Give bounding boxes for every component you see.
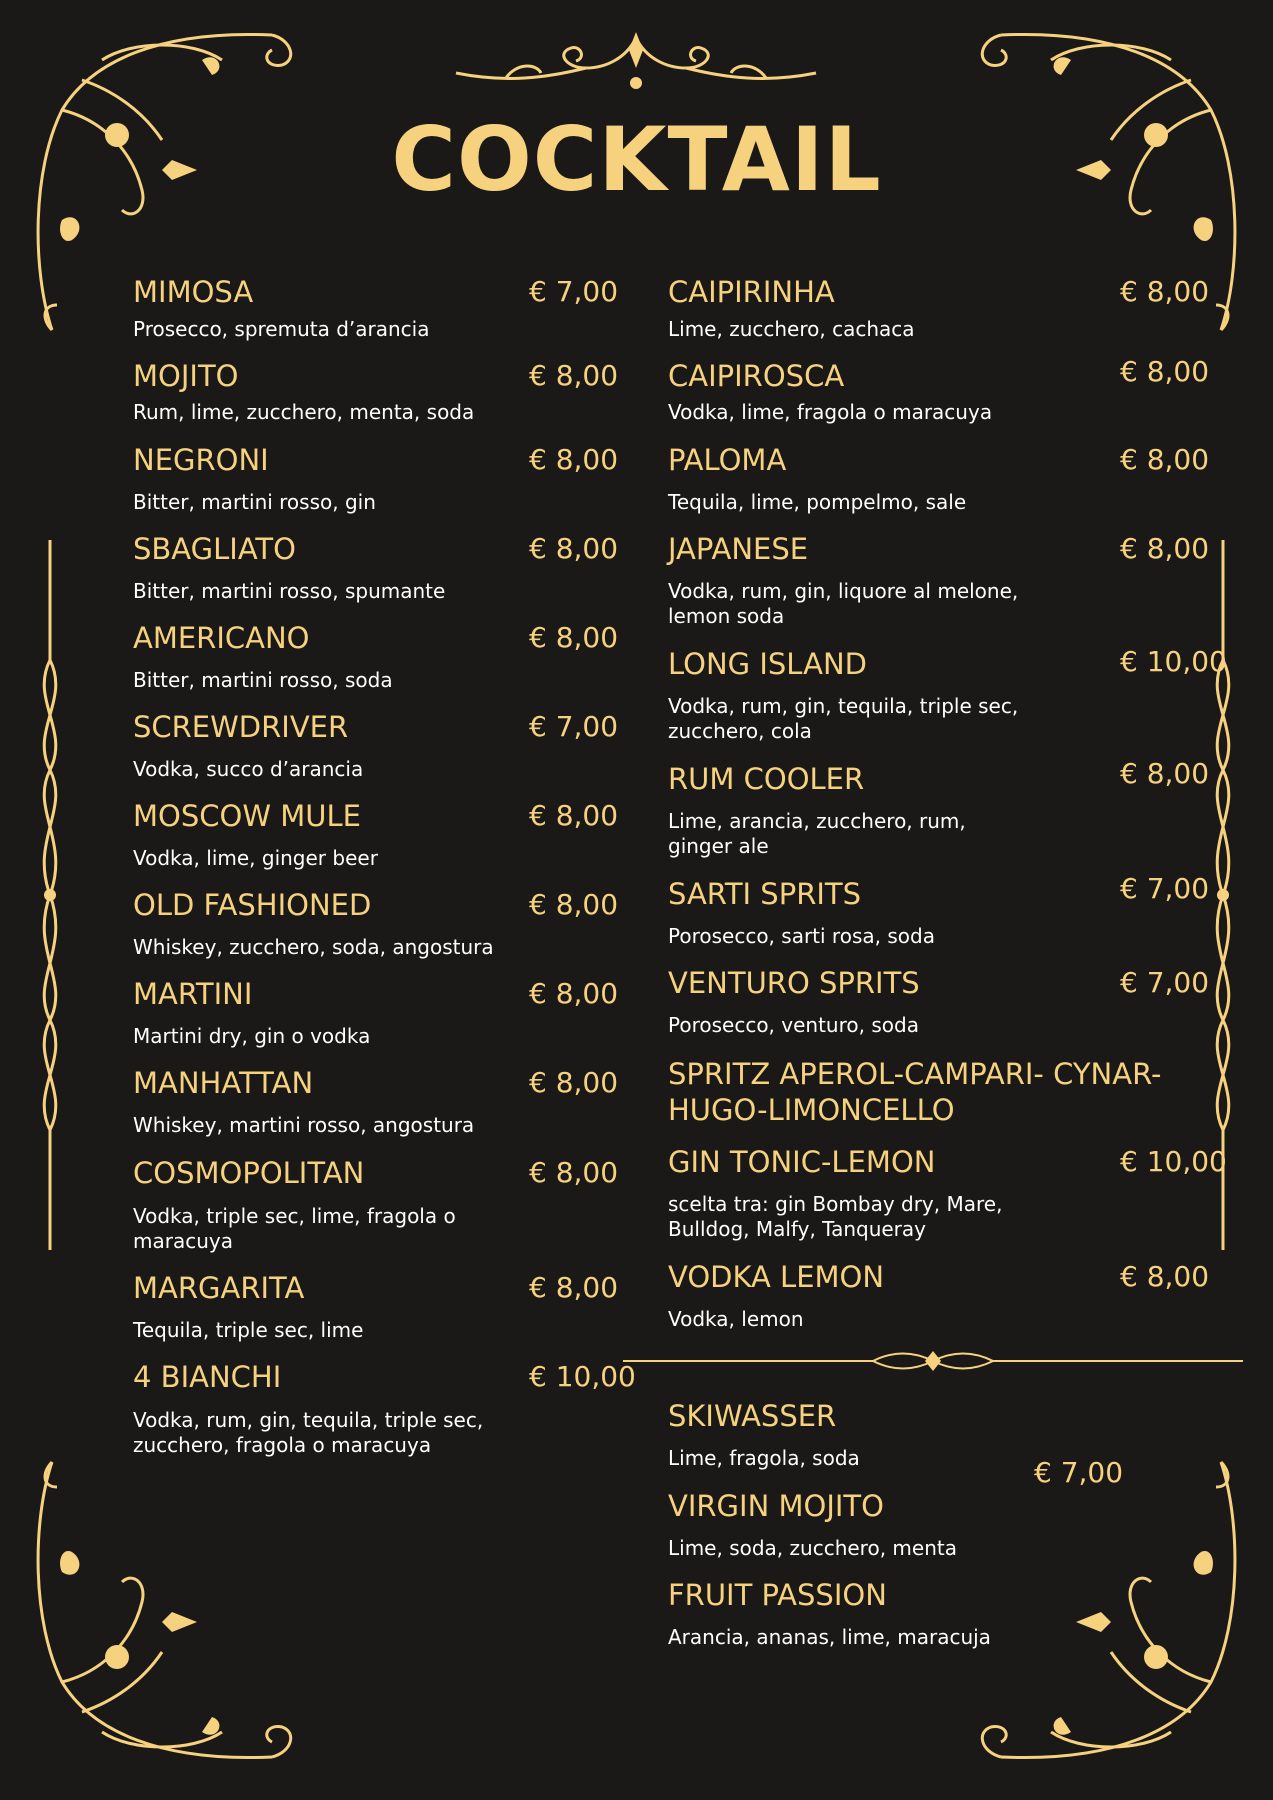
item-price: € 10,00 [1120, 1145, 1227, 1178]
item-name: SKIWASSER [668, 1399, 837, 1433]
item-name: JAPANESE [668, 532, 809, 566]
item-description: Vodka, lime, fragola o maracuya [668, 400, 993, 424]
item-description: Vodka, lemon [668, 1307, 804, 1331]
item-description: Lime, arancia, zucchero, rum, ginger ale [668, 809, 966, 858]
item-description: Tequila, triple sec, lime [133, 1318, 364, 1342]
item-price: € 8,00 [1120, 532, 1210, 565]
corner-ornament-bottom-right-icon [931, 1452, 1251, 1772]
item-description: Porosecco, sarti rosa, soda [668, 924, 935, 948]
item-description: Porosecco, venturo, soda [668, 1013, 919, 1037]
item-name: SPRITZ APEROL-CAMPARI- CYNAR-HUGO-LIMONCELLO [668, 1057, 1162, 1127]
item-description: Vodka, lime, ginger beer [133, 846, 378, 870]
item-description: scelta tra: gin Bombay dry, Mare, Bulldog, Malfy, Tanqueray [668, 1192, 1003, 1241]
item-description: Tequila, lime, pompelmo, sale [668, 490, 967, 514]
item-price: € 8,00 [529, 532, 619, 565]
item-name: COSMOPOLITAN [133, 1156, 365, 1190]
divider-ornament-icon [623, 1346, 1243, 1376]
item-price: € 8,00 [529, 1066, 619, 1099]
corner-ornament-bottom-left-icon [22, 1452, 342, 1772]
item-price: € 8,00 [529, 621, 619, 654]
item-description: Vodka, succo d’arancia [133, 757, 364, 781]
analcolici-price: € 7,00 [1034, 1456, 1124, 1489]
item-name: OLD FASHIONED [133, 888, 372, 922]
item-description: Lime, fragola, soda [668, 1446, 860, 1470]
item-price: € 7,00 [1120, 872, 1210, 905]
item-name: AMERICANO [133, 621, 310, 655]
top-ornament-icon [446, 28, 826, 98]
item-price: € 8,00 [529, 359, 619, 392]
side-ornament-left-icon [30, 540, 70, 1250]
item-description: Lime, zucchero, cachaca [668, 317, 915, 341]
item-price: € 8,00 [1120, 443, 1210, 476]
item-name: SCREWDRIVER [133, 710, 349, 744]
item-description: Vodka, rum, gin, tequila, triple sec, zucchero, fragola o maracuya [133, 1408, 484, 1457]
item-price: € 8,00 [529, 1271, 619, 1304]
item-price: € 10,00 [1120, 645, 1227, 678]
item-price: € 8,00 [529, 1156, 619, 1189]
item-name: FRUIT PASSION [668, 1578, 887, 1612]
item-price: € 8,00 [529, 977, 619, 1010]
item-description: Whiskey, zucchero, soda, angostura [133, 935, 494, 959]
item-description: Bitter, martini rosso, spumante [133, 579, 446, 603]
item-description: Vodka, rum, gin, liquore al melone, lemon soda [668, 579, 1019, 628]
item-name: VIRGIN MOJITO [668, 1489, 884, 1523]
item-name: CAIPIROSCA [668, 359, 845, 393]
item-price: € 8,00 [529, 443, 619, 476]
item-description: Bitter, martini rosso, soda [133, 668, 393, 692]
item-price: € 8,00 [1120, 757, 1210, 790]
item-name: MOSCOW MULE [133, 799, 361, 833]
item-description: Bitter, martini rosso, gin [133, 490, 376, 514]
item-name: VENTURO SPRITS [668, 966, 920, 1000]
item-price: € 8,00 [1120, 275, 1210, 308]
item-name: NEGRONI [133, 443, 269, 477]
item-description: Vodka, rum, gin, tequila, triple sec, zucchero, cola [668, 694, 1019, 743]
item-price: € 7,00 [1120, 966, 1210, 999]
item-name: GIN TONIC-LEMON [668, 1145, 936, 1179]
item-description: Whiskey, martini rosso, angostura [133, 1113, 475, 1137]
item-description: Prosecco, spremuta d’arancia [133, 317, 430, 341]
item-price: € 7,00 [529, 710, 619, 743]
item-description: Lime, soda, zucchero, menta [668, 1536, 957, 1560]
item-name: PALOMA [668, 443, 787, 477]
item-name: MARGARITA [133, 1271, 305, 1305]
item-name: SBAGLIATO [133, 532, 296, 566]
item-name: VODKA LEMON [668, 1260, 885, 1294]
item-price: € 10,00 [529, 1360, 636, 1393]
item-name: MIMOSA [133, 275, 254, 309]
item-price: € 7,00 [529, 275, 619, 308]
item-description: Rum, lime, zucchero, menta, soda [133, 400, 475, 424]
item-description: Martini dry, gin o vodka [133, 1024, 371, 1048]
item-name: MOJITO [133, 359, 239, 393]
item-price: € 8,00 [529, 799, 619, 832]
item-name: MARTINI [133, 977, 253, 1011]
item-description: Arancia, ananas, lime, maracuja [668, 1625, 991, 1649]
item-price: € 8,00 [1120, 1260, 1210, 1293]
item-description: Vodka, triple sec, lime, fragola o maracuya [133, 1204, 456, 1253]
item-name: LONG ISLAND [668, 647, 867, 681]
item-price: € 8,00 [529, 888, 619, 921]
item-name: 4 BIANCHI [133, 1360, 282, 1394]
item-price: € 8,00 [1120, 355, 1210, 388]
item-name: RUM COOLER [668, 762, 865, 796]
item-name: SARTI SPRITS [668, 877, 862, 911]
item-name: MANHATTAN [133, 1066, 314, 1100]
item-name: CAIPIRINHA [668, 275, 835, 309]
page-title: COCKTAIL [391, 108, 882, 211]
